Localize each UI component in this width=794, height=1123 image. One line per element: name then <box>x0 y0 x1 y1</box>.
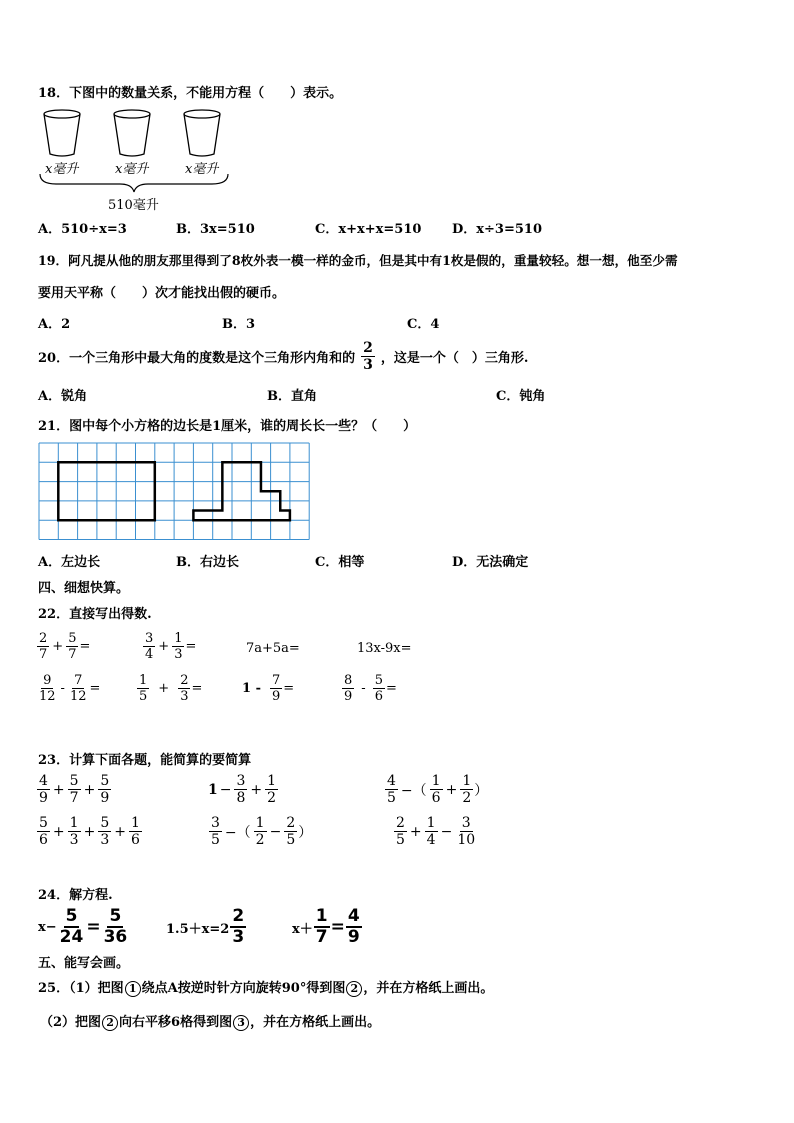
equation <box>166 908 247 946</box>
denominator: 9 <box>271 689 281 704</box>
fraction <box>342 674 354 703</box>
numerator: 2 <box>180 673 189 688</box>
fraction <box>455 816 477 847</box>
denominator: 7 <box>69 790 79 806</box>
numerator: 5 <box>374 673 383 688</box>
q19-line1: 19．阿凡提从他的朋友那里得到了8枚外表一模一样的金币，但是其中有1枚是假的，重量较轻。想一想，他至少需 <box>38 253 678 268</box>
expression <box>36 632 90 661</box>
q21-stem: 21．图中每个小方格的边长是1厘米，谁的周长长一些？（ ） <box>38 419 417 434</box>
option-c: C．x+x+x=510 <box>315 222 422 237</box>
numerator: 8 <box>344 673 353 688</box>
q25-text: ，并在方格纸上画出。 <box>363 981 494 996</box>
equals: = <box>283 681 295 696</box>
fraction <box>314 908 330 946</box>
numerator: 5 <box>109 906 122 926</box>
fraction <box>129 816 142 847</box>
section-heading: 五、能写会画。 <box>38 956 130 971</box>
operator: − <box>269 823 282 840</box>
equals: = <box>185 639 197 654</box>
fraction <box>394 816 407 847</box>
lead-term: 1 - <box>242 681 261 696</box>
denominator: 9 <box>344 689 353 704</box>
numerator: 5 <box>100 773 110 789</box>
expression <box>341 674 397 703</box>
operator: + <box>250 781 263 798</box>
denominator: 3 <box>100 832 110 848</box>
q19-line2: 要用天平称（ ）次才能找出假的硬币。 <box>38 286 286 301</box>
circled-number: 2 <box>102 1015 118 1031</box>
cup-label: x毫升 <box>45 162 79 177</box>
denominator: 9 <box>39 790 48 806</box>
right-step-shape <box>193 462 290 520</box>
numerator: 5 <box>100 815 110 831</box>
equals: = <box>86 917 101 937</box>
numerator: 1 <box>426 815 436 831</box>
q18-stem: 18．下图中的数量关系，不能用方程（ ）表示。 <box>38 86 343 101</box>
q20-stem-after: ，这是一个（ ）三角形. <box>380 351 529 366</box>
denominator: 6 <box>374 689 383 704</box>
denominator: 2 <box>462 790 472 806</box>
numerator: 2 <box>363 340 373 356</box>
operator: - <box>361 681 366 696</box>
fraction <box>37 774 50 805</box>
q25-part1 <box>38 977 493 997</box>
fraction <box>102 908 130 946</box>
denominator: 4 <box>145 647 154 662</box>
expression <box>208 816 312 847</box>
fraction <box>230 908 246 946</box>
denominator: 7 <box>68 647 77 662</box>
fraction <box>37 816 50 847</box>
fraction <box>137 674 149 703</box>
numerator: 5 <box>39 815 48 831</box>
denominator: 12 <box>69 689 87 704</box>
denominator: 5 <box>211 832 220 848</box>
option-c: C．4 <box>407 317 440 332</box>
denominator: 5 <box>396 832 405 848</box>
fraction <box>68 674 89 703</box>
option-a: A．510÷x=3 <box>38 222 127 237</box>
numerator: 3 <box>211 815 220 831</box>
numerator: 2 <box>232 906 245 926</box>
operator: - <box>60 681 65 696</box>
q25-text: （2）把图 <box>40 1015 102 1030</box>
denominator: 7 <box>39 647 48 662</box>
numerator: 4 <box>39 773 48 789</box>
operator: + <box>83 781 96 798</box>
option-a: A．2 <box>38 317 71 332</box>
operator: −（ <box>400 782 427 799</box>
numerator: 1 <box>69 815 79 831</box>
denominator: 5 <box>139 689 148 704</box>
denominator: 2 <box>255 832 265 848</box>
fraction <box>143 632 155 661</box>
operator: + <box>409 823 422 840</box>
denominator: 3 <box>174 647 183 662</box>
expression <box>142 632 196 661</box>
circled-number: 2 <box>346 981 362 997</box>
circled-number: 1 <box>125 981 141 997</box>
operator: + <box>114 823 126 840</box>
q25-part2 <box>40 1011 380 1031</box>
denominator: 10 <box>457 832 476 848</box>
numerator: 1 <box>139 673 148 688</box>
numerator: 4 <box>387 773 396 789</box>
fraction <box>430 774 443 805</box>
numerator: 5 <box>69 773 79 789</box>
expression <box>242 674 294 703</box>
option-b: B．3 <box>222 317 256 332</box>
denominator: 9 <box>100 790 110 806</box>
option-c: C．钝角 <box>496 389 546 404</box>
numerator: 1 <box>431 773 441 789</box>
fraction <box>270 674 282 703</box>
denominator: 12 <box>39 689 56 704</box>
q22-stem: 22．直接写出得数. <box>38 607 152 622</box>
option-b: B．直角 <box>267 389 317 404</box>
q25-text: 25．（1）把图 <box>38 981 124 996</box>
numerator: 3 <box>145 631 154 646</box>
fraction <box>346 908 362 946</box>
numerator: 4 <box>347 906 360 926</box>
fraction <box>98 774 111 805</box>
denominator: 3 <box>69 832 79 848</box>
operator: − <box>440 823 453 840</box>
left-rectangle-shape <box>58 462 155 520</box>
fraction <box>425 816 438 847</box>
fraction <box>373 674 385 703</box>
cup-icon <box>44 110 80 156</box>
option-b: B．右边长 <box>176 555 239 570</box>
denominator: 6 <box>39 832 48 848</box>
operator: −（ <box>224 824 251 841</box>
lead-term: x＋ <box>292 921 313 937</box>
fraction <box>254 816 267 847</box>
denominator: 2 <box>267 790 277 806</box>
equals: = <box>330 917 345 937</box>
fraction <box>361 341 375 372</box>
numerator: 1 <box>130 815 140 831</box>
numerator: 1 <box>174 631 183 646</box>
fraction <box>385 774 398 805</box>
fraction <box>209 816 222 847</box>
option-d: D．x÷3=510 <box>452 222 542 237</box>
numerator: 5 <box>65 906 78 926</box>
equation <box>292 908 363 946</box>
cup-label: x毫升 <box>115 162 149 177</box>
option-a: A．锐角 <box>38 389 88 404</box>
equals: = <box>79 639 91 654</box>
operator: + <box>52 781 65 798</box>
equals: = <box>385 681 397 696</box>
numerator: 1 <box>462 773 472 789</box>
square-grid <box>38 442 312 540</box>
cups-figure <box>36 106 236 206</box>
fraction <box>265 774 278 805</box>
denominator: 4 <box>426 832 436 848</box>
fraction <box>66 632 78 661</box>
fraction <box>178 674 190 703</box>
lead-term: 1.5＋x=2 <box>166 921 230 937</box>
numerator: 7 <box>74 673 83 688</box>
numerator: 3 <box>461 815 471 831</box>
denominator: 5 <box>286 832 296 848</box>
equation <box>38 908 130 946</box>
expression <box>393 816 478 847</box>
expression: 7a+5a= <box>246 641 300 656</box>
fraction <box>58 908 86 946</box>
fraction <box>68 774 81 805</box>
numerator: 9 <box>43 673 52 688</box>
numerator: 1 <box>255 815 265 831</box>
option-d: D．无法确定 <box>452 555 529 570</box>
fraction <box>37 632 49 661</box>
q25-text: 绕点A按逆时针方向旋转90°得到图 <box>141 981 346 996</box>
cup-label: x毫升 <box>185 162 219 177</box>
q24-stem: 24．解方程. <box>38 888 113 903</box>
numerator: 2 <box>396 815 405 831</box>
expression <box>136 674 202 703</box>
denominator: 7 <box>315 927 328 947</box>
numerator: 2 <box>286 815 296 831</box>
equals: = <box>191 681 203 696</box>
denominator: 6 <box>130 832 140 848</box>
operator: + <box>158 681 170 696</box>
section-heading: 四、细想快算。 <box>38 581 130 596</box>
q25-text: ，并在方格纸上画出。 <box>250 1015 381 1030</box>
operator: + <box>83 823 96 840</box>
fraction <box>37 674 58 703</box>
numerator: 7 <box>271 673 281 688</box>
q25-text: 向右平移6格得到图 <box>119 1015 233 1030</box>
operator: + <box>52 639 64 654</box>
total-label: 510毫升 <box>108 198 159 213</box>
cup-icon <box>184 110 220 156</box>
close-paren: ） <box>474 782 489 799</box>
close-paren: ） <box>298 824 313 841</box>
denominator: 3 <box>363 357 373 373</box>
expression <box>384 774 488 805</box>
q23-stem: 23．计算下面各题，能简算的要简算 <box>38 753 252 768</box>
operator: + <box>445 781 458 798</box>
expression <box>36 674 100 703</box>
option-a: A．左边长 <box>38 555 101 570</box>
numerator: 5 <box>68 631 77 646</box>
expression <box>36 816 143 847</box>
expression: 13x-9x= <box>357 641 412 656</box>
denominator: 3 <box>232 927 245 947</box>
equals: = <box>89 681 101 696</box>
fraction <box>460 774 473 805</box>
expression <box>208 774 279 805</box>
fraction <box>98 816 111 847</box>
numerator: 1 <box>267 773 277 789</box>
denominator: 8 <box>236 790 246 806</box>
fraction <box>172 632 184 661</box>
expression <box>36 774 112 805</box>
denominator: 36 <box>103 927 128 947</box>
denominator: 9 <box>347 927 360 947</box>
numerator: 1 <box>315 906 328 926</box>
option-c: C．相等 <box>315 555 365 570</box>
q20-stem-before: 20．一个三角形中最大角的度数是这个三角形内角和的 <box>38 351 356 366</box>
operator: + <box>52 823 65 840</box>
denominator: 24 <box>59 927 84 947</box>
q20-stem <box>38 341 528 372</box>
option-b: B．3x=510 <box>176 222 255 237</box>
operator: − <box>219 781 232 798</box>
fraction <box>68 816 81 847</box>
denominator: 6 <box>431 790 441 806</box>
numerator: 2 <box>39 631 48 646</box>
denominator: 5 <box>387 790 396 806</box>
fraction <box>234 774 247 805</box>
numerator: 3 <box>236 773 246 789</box>
cup-icon <box>114 110 150 156</box>
denominator: 3 <box>180 689 189 704</box>
fraction <box>284 816 297 847</box>
circled-number: 3 <box>233 1015 249 1031</box>
lead-term: x− <box>38 919 57 935</box>
lead-term: 1 <box>208 781 218 798</box>
operator: + <box>158 639 170 654</box>
